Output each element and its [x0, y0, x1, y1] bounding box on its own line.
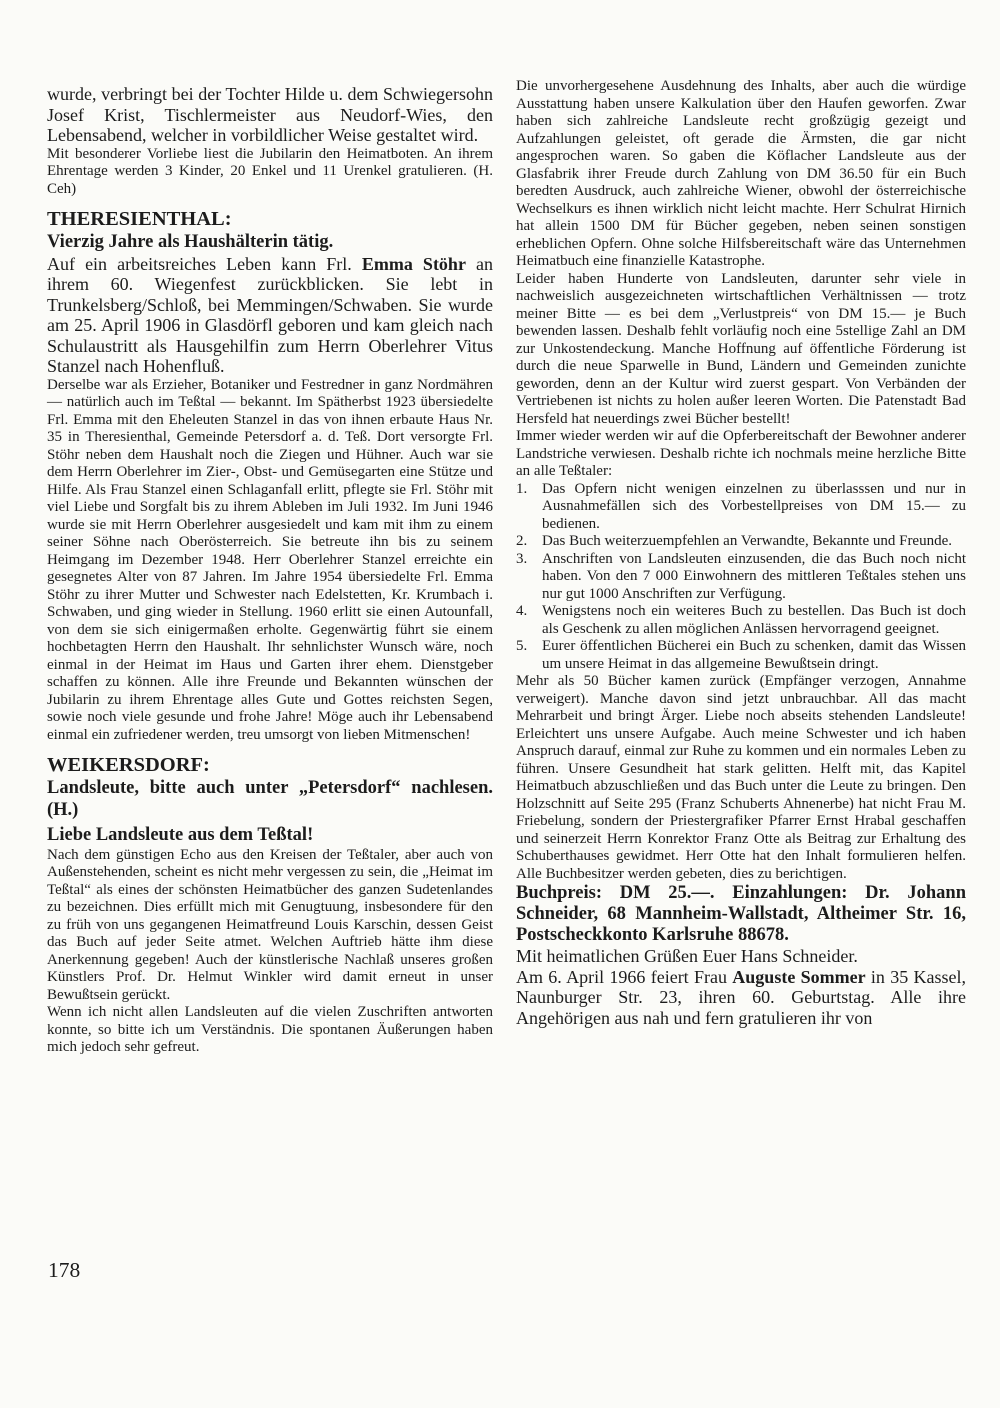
- continued-paragraph: wurde, verbringt bei der Tochter Hilde u. dem Schwiegersohn Josef Krist, Tischlermeister aus Neudorf-Wies, den Lebensabend, welcher in vorbildlicher Weise gestaltet wird.: [47, 84, 493, 145]
- letter-paragraph-1: Nach dem günstigen Echo aus den Kreisen der Teßtaler, aber auch von Außenstehenden, scheint es nicht mehr vergessen zu sein, die „Heimat im Teßtal“ als eines der schönsten Heimatbücher des ganzen Sudetenlandes zu bezeichnen. Dies erfüllt mich mit Genugtuung, insbesondere für den zu früh von uns gegangenen Heimatfreund Louis Karschin, dessen Geist das Buch auf jeder Seite atmet. Welchen Auftrieb hätte ihm diese Anerkennung gegeben! Auch der künstlerische Nachlaß unseres großen Künstlers Prof. Dr. Helmut Winkler wird damit erneut in unser Bewußtsein gerückt.: [47, 846, 493, 1003]
- lead-text-continued: an ihrem 60. Wiegenfest zurückblicken. Sie lebt in Trunkelsberg/Schloß, bei Memmingen/Schwaben. Sie wurde am 25. April 1906 in Glasdörfl geboren und kam gleich nach Schulaustritt als Hausgehilfin zum Herrn Oberlehrer Vitus Stanzel nach Hohenfluß.: [47, 253, 494, 376]
- closing-greeting: Mit heimatlichen Grüßen Euer Hans Schneider.: [516, 946, 858, 966]
- list-item-text: Das Buch weiterzuempfehlen an Verwandte, Bekannte und Freunde.: [542, 533, 953, 549]
- list-item-number: 4.: [516, 603, 528, 619]
- list-item-text: Eurer öffentlichen Bücherei ein Buch zu schenken, damit das Wissen um unsere Heimat in das allgemeine Bewußtsein dringt.: [542, 638, 966, 672]
- list-item-text: Das Opfern nicht wenigen einzelnen zu überlasssen und nur in Ausnahmefällen sich des Vorbestellpreises von DM 15.— zu bedienen.: [542, 480, 966, 532]
- birthday-text-continued: in 35 Kassel, Naunburger Str. 23, ihren 60. Geburtstag. Alle ihre Angehörigen aus nah und fern gratulieren ihr von: [516, 966, 966, 1028]
- birthday-announcement: [516, 967, 966, 1029]
- list-item-text: Wenigstens noch ein weiteres Buch zu bestellen. Das Buch ist doch als Geschenk zu allen möglichen Anlässen hervorragend geeignet.: [542, 603, 966, 637]
- section-heading-weikersdorf: WEIKERSDORF:: [47, 754, 210, 776]
- letter-paragraph-2: Wenn ich nicht allen Landsleuten auf die vielen Zuschriften antworten konnte, so bitte ich um Verständnis. Die spontanen Äußerungen haben mich jedoch sehr gefreut.: [47, 1004, 493, 1055]
- funding-paragraph-1: Die unvorhergesehene Ausdehnung des Inhalts, aber auch die würdige Ausstattung haben unsere Kalkulation über den Haufen geworfen. Zwar haben sich zahlreiche Landsleute recht großzügig gezeigt und Aufzahlungen geleistet, oft gerade die Ärmsten, die gar nicht angesprochen waren. So gaben die Köflacher Landsleute aus der Glasfabrik ihrer Freude durch Zahlung von DM 36.50 für ein Buch beredten Ausdruck, auch zahlreiche Wiener, obwohl der österreichische Wechselkurs es ihnen wirklich nicht leicht machte. Herr Schulrat Hirnich hat allein 1500 DM für Bücher gegeben, neben seinen sonstigen erheblichen Opfern. Ohne solche Hilfsbereitschaft wäre das Unternehmen Heimatbuch eine finanzielle Katastrophe.: [516, 78, 966, 269]
- list-item: [516, 533, 966, 551]
- section-heading-theresienthal: THERESIENTHAL:: [47, 208, 232, 230]
- birthday-text: Am 6. April 1966 feiert Frau: [516, 966, 733, 987]
- list-item-number: 1.: [516, 480, 528, 497]
- theresienthal-body: Derselbe war als Erzieher, Botaniker und Festredner in ganz Nordmähren — natürlich auch im Teßtal — bekannt. Im Spätherbst 1923 übersiedelte Frl. Emma mit den Eheleuten Stanzel in das von ihnen erbaute Haus Nr. 35 in Theresienthal, Gemeinde Petersdorf a. d. Teß. Dort versorgte Frl. Stöhr neben dem Haushalt noch die Ziegen und Hühner. Auch war sie dem Herrn Oberlehrer im Zier-, Obst- und Gemüsegarten eine Stütze und Hilfe. Als Frau Stanzel einen Schlaganfall erlitt, pflegte sie Frl. Stöhr mit viel Liebe und Sorgfalt bis zu ihrem Ableben im Juli 1932. Im Juni 1946 wurde sie mit Herrn Oberlehrer ausgesiedelt und kam mit ihm zu einem seiner Söhne nach Oberösterreich. Sie betreute ihn bis zu seinem Heimgang im Dezember 1948. Herr Oberlehrer Stanzel erreichte ein gesegnetes Alter von 87 Jahren. Im Jahre 1954 übersiedelte Frl. Emma Stöhr zu ihrer Mutter und Schwester nach Edelstetten, Kr. Krumbach i. Schwaben, und ging wieder in Stellung. 1960 erlitt sie einen Autounfall, von dem sie sich einigermaßen erholte. Gegenwärtig führt sie einem hochbetagten Herrn den Haushalt. Ihr sehnlichster Wunsch wäre, noch einmal in der Heimat im Haus und Garten ihrer ehem. Dienstgeber schaffen zu können. Alle ihre Freunde und Bekannten wünschen der Jubilarin zu ihrem Ehrentage alles Gute und Gottes reichsten Segen, sowie noch viele gesunde und frohe Jahre! Möge auch ihr Lebensabend einmal ein zufriedener werden, treu umsorgt von lieben Mitmenschen!: [47, 376, 493, 743]
- list-item: [516, 638, 966, 673]
- lead-text: Auf ein arbeitsreiches Leben kann Frl.: [47, 253, 362, 274]
- right-column: [516, 78, 966, 1028]
- list-item: [516, 551, 966, 604]
- list-item-number: 2.: [516, 533, 528, 549]
- list-item: [516, 481, 966, 534]
- theresienthal-subheading: Vierzig Jahre als Haushälterin tätig.: [47, 232, 334, 252]
- page-number: 178: [48, 1258, 81, 1282]
- letter-salutation: Liebe Landsleute aus dem Teßtal!: [47, 825, 314, 845]
- list-item: [516, 603, 966, 638]
- appeal-list: [516, 481, 966, 674]
- list-item-number: 5.: [516, 638, 528, 654]
- person-name-emma-stoehr: Emma Stöhr: [361, 253, 466, 274]
- editor-note: Mit besonderer Vorliebe liest die Jubilarin den Heimatboten. An ihrem Ehrentage werden 3 Kinder, 20 Enkel und 11 Urenkel gratulieren. (H. Ceh): [47, 145, 493, 197]
- person-name-auguste-sommer: Auguste Sommer: [732, 966, 866, 987]
- list-item-text: Anschriften von Landsleuten einzusenden, die das Buch noch nicht haben. Von den 7 000 Einwohnern des mittleren Teßtales stehen uns nur gut 1000 Anschriften zur Verfügung.: [542, 550, 966, 602]
- weikersdorf-note: Landsleute, bitte auch unter „Petersdorf“ nachlesen. (H.): [47, 778, 493, 820]
- appeal-intro: Immer wieder werden wir auf die Opferbereitschaft der Bewohner anderer Landstriche verwiesen. Deshalb richte ich nochmals meine herzliche Bitte an alle Teßtaler:: [516, 428, 966, 479]
- funding-paragraph-2: Leider haben Hunderte von Landsleuten, darunter sehr viele in nachweislich ausgezeichneten wirtschaftlichen Verhältnissen — trotz meiner Bitte — es bei dem „Verlustpreis“ von DM 15.— je Buch bewenden lassen. Deshalb fehlt vorläufig noch eine 5stellige Zahl an DM zur Unkostendeckung. Manche Hoffnung auf öffentliche Förderung ist durch die neue Sparwelle in Bund, Ländern und Gemeinden zunichte geworden, denn an der Kultur wird zuerst gespart. Von Verbänden der Vertriebenen ist nichts zu holen außer leeren Worten. Die Patenstadt Bad Hersfeld hat neuerdings zwei Bücher bestellt!: [516, 270, 966, 427]
- price-notice: Buchpreis: DM 25.—. Einzahlungen: Dr. Johann Schneider, 68 Mannheim-Wallstadt, Altheimer Str. 16, Postscheckkonto Karlsruhe 88678.: [516, 883, 966, 945]
- left-column: [47, 84, 493, 1057]
- list-item-number: 3.: [516, 550, 528, 567]
- returns-paragraph: Mehr als 50 Bücher kamen zurück (Empfänger verzogen, Annahme verweigert). Manche davon sind jetzt unbrauchbar. All das macht Mehrarbeit und bringt Ärger. Liebe noch abseits stehenden Landsleute! Erleichtert uns unsere Aufgabe. Auch meine Schwester und ich haben Anspruch darauf, einmal zur Ruhe zu kommen und ein normales Leben zu führen. Unsere Gesundheit hat stark gelitten. Helft mit, das Kapitel Heimatbuch abzuschließen und das Buch unter die Leute zu bringen. Den Holzschnitt auf Seite 295 (Franz Schuberts Ahnenerbe) hat nicht Frau M. Friebelung, sondern der Priestergrafiker Pfarrer Ernst Hrabal geschaffen und seinerzeit Herrn Konrektor Franz Otte als Beitrag zur Erhaltung des Schuberthauses gewidmet. Herr Otte hat den Inhalt formulieren helfen. Alle Buchbesitzer werden gebeten, dies zu berichtigen.: [516, 673, 966, 882]
- theresienthal-lead-paragraph: [47, 254, 493, 377]
